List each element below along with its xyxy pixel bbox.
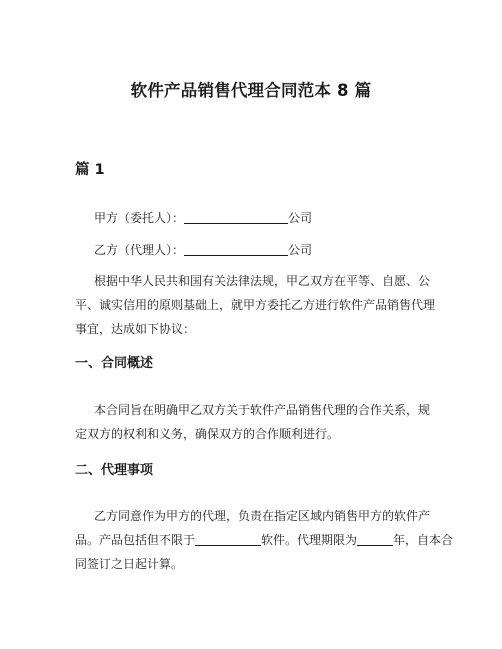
section-2-heading: 二、代理事项 (75, 463, 154, 478)
intro-line-2: 平、诚实信用的原则基础上，就甲方委托乙方进行软件产品销售代理 (75, 298, 436, 312)
party-a-label: 甲方（委托人）： (94, 211, 185, 225)
party-b-line (94, 241, 312, 258)
section-2-line-2 (75, 531, 453, 548)
section-2-line-2-part-c: 年，自本合 (393, 533, 454, 547)
party-b-label: 乙方（代理人）： (94, 243, 185, 257)
intro-line-3: 事宜，达成如下协议： (75, 322, 196, 336)
intro-line-1: 根据中华人民共和国有关法律法规，甲乙双方在平等、自愿、公 (94, 274, 431, 288)
product-name-blank (195, 533, 261, 546)
section-1-line-2: 定双方的权利和义务，确保双方的合作顺利进行。 (75, 427, 340, 441)
section-1-heading: 一、合同概述 (75, 356, 154, 371)
party-a-blank (184, 211, 288, 224)
section-2-line-2-part-b: 软件。代理期限为 (261, 533, 358, 547)
party-a-line (94, 209, 312, 226)
document-title: 软件产品销售代理合同范本 8 篇 (130, 81, 372, 100)
party-a-suffix: 公司 (288, 211, 313, 225)
section-2-line-2-part-a: 品。产品包括但不限于 (75, 533, 196, 547)
section-1-line-1: 本合同旨在明确甲乙双方关于软件产品销售代理的合作关系，规 (94, 403, 431, 417)
party-b-suffix: 公司 (288, 243, 313, 257)
party-b-blank (184, 243, 288, 256)
term-years-blank (357, 533, 393, 546)
part-heading: 篇 1 (75, 162, 105, 178)
section-2-line-3: 同签订之日起计算。 (75, 557, 184, 571)
section-2-line-1: 乙方同意作为甲方的代理，负责在指定区域内销售甲方的软件产 (94, 509, 431, 523)
